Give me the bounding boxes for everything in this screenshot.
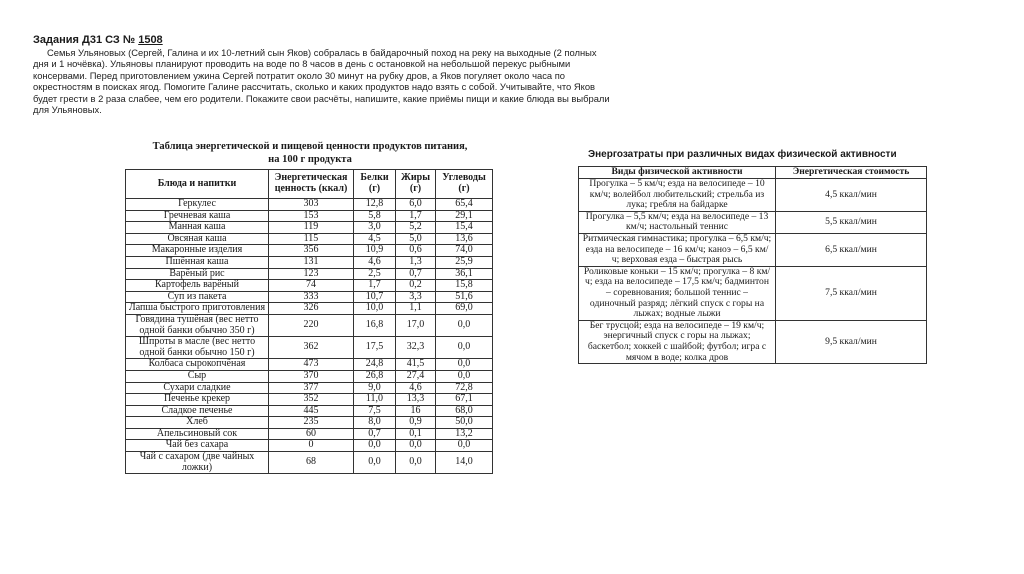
food-cell-dish: Сыр <box>126 370 269 382</box>
energy-table-row <box>579 266 927 320</box>
food-cell-dish: Колбаса сырокопчёная <box>126 359 269 371</box>
food-caption-line1: Таблица энергетической и пищевой ценности продуктов питания, <box>152 141 468 152</box>
food-header-dish: Блюда и напитки <box>126 170 269 199</box>
food-cell-carbs: 13,6 <box>436 233 493 245</box>
food-cell-carbs: 0,0 <box>436 440 493 452</box>
food-cell-fat: 4,6 <box>396 382 436 394</box>
food-cell-protein: 2,5 <box>354 268 396 280</box>
energy-table-caption: Энергозатраты при различных видах физической активности <box>588 149 897 160</box>
food-cell-protein: 4,5 <box>354 233 396 245</box>
food-cell-protein: 10,7 <box>354 291 396 303</box>
food-table-row <box>126 382 493 394</box>
food-cell-dish: Апельсиновый сок <box>126 428 269 440</box>
food-cell-protein: 9,0 <box>354 382 396 394</box>
food-cell-protein: 10,0 <box>354 303 396 315</box>
food-cell-dish: Сладкое печенье <box>126 405 269 417</box>
food-cell-protein: 1,7 <box>354 280 396 292</box>
food-table-row <box>126 233 493 245</box>
energy-table-body <box>579 179 927 364</box>
food-cell-fat: 27,4 <box>396 370 436 382</box>
food-cell-fat: 17,0 <box>396 314 436 336</box>
energy-table-header-row <box>579 167 927 179</box>
food-table-row <box>126 314 493 336</box>
food-cell-dish: Геркулес <box>126 199 269 211</box>
energy-cell-cost: 7,5 ккал/мин <box>776 266 927 320</box>
food-cell-carbs: 72,8 <box>436 382 493 394</box>
food-table-row <box>126 256 493 268</box>
energy-table-row <box>579 179 927 212</box>
energy-table-row <box>579 320 927 363</box>
food-table-row <box>126 222 493 234</box>
food-cell-protein: 24,8 <box>354 359 396 371</box>
energy-cell-activity: Бег трусцой; езда на велосипеде – 19 км/ч; энергичный спуск с горы на лыжах; баскетбол; хоккей с шайбой; футбол; игра с мячом в воде; колка дров <box>579 320 776 363</box>
energy-cell-cost: 4,5 ккал/мин <box>776 179 927 212</box>
food-cell-dish: Говядина тушёная (вес нетто одной банки обычно 350 г) <box>126 314 269 336</box>
food-table-caption <box>125 140 495 166</box>
food-cell-fat: 5,0 <box>396 233 436 245</box>
food-cell-fat: 0,0 <box>396 452 436 474</box>
food-cell-energy: 68 <box>269 452 354 474</box>
food-cell-dish: Картофель варёный <box>126 280 269 292</box>
food-cell-dish: Чай без сахара <box>126 440 269 452</box>
food-cell-protein: 4,6 <box>354 256 396 268</box>
food-header-energy: Энергетическая ценность (ккал) <box>269 170 354 199</box>
food-cell-fat: 0,9 <box>396 417 436 429</box>
food-table <box>125 169 493 474</box>
food-table-row <box>126 245 493 257</box>
food-cell-fat: 0,0 <box>396 440 436 452</box>
food-cell-protein: 8,0 <box>354 417 396 429</box>
food-table-row <box>126 280 493 292</box>
food-table-row <box>126 337 493 359</box>
food-cell-dish: Пшённая каша <box>126 256 269 268</box>
food-cell-fat: 6,0 <box>396 199 436 211</box>
food-cell-dish: Варёный рис <box>126 268 269 280</box>
food-table-row <box>126 359 493 371</box>
food-cell-dish: Макаронные изделия <box>126 245 269 257</box>
food-cell-protein: 16,8 <box>354 314 396 336</box>
food-table-row <box>126 210 493 222</box>
food-cell-fat: 3,3 <box>396 291 436 303</box>
task-title-prefix: Задания Д31 СЗ № <box>33 34 136 46</box>
food-cell-protein: 10,9 <box>354 245 396 257</box>
food-cell-fat: 5,2 <box>396 222 436 234</box>
food-cell-fat: 0,1 <box>396 428 436 440</box>
food-cell-energy: 377 <box>269 382 354 394</box>
food-cell-fat: 16 <box>396 405 436 417</box>
food-cell-energy: 445 <box>269 405 354 417</box>
food-cell-energy: 356 <box>269 245 354 257</box>
energy-cell-activity: Прогулка – 5 км/ч; езда на велосипеде – 10 км/ч; волейбол любительский; стрельба из лука; гребля на байдарке <box>579 179 776 212</box>
food-cell-protein: 12,8 <box>354 199 396 211</box>
food-header-fat: Жиры (г) <box>396 170 436 199</box>
food-cell-carbs: 13,2 <box>436 428 493 440</box>
food-cell-carbs: 0,0 <box>436 359 493 371</box>
food-cell-dish: Шпроты в масле (вес нетто одной банки обычно 150 г) <box>126 337 269 359</box>
food-cell-energy: 119 <box>269 222 354 234</box>
food-table-row <box>126 428 493 440</box>
food-cell-dish: Манная каша <box>126 222 269 234</box>
food-cell-fat: 13,3 <box>396 394 436 406</box>
food-cell-fat: 1,7 <box>396 210 436 222</box>
food-cell-carbs: 25,9 <box>436 256 493 268</box>
food-cell-energy: 123 <box>269 268 354 280</box>
food-cell-protein: 3,0 <box>354 222 396 234</box>
food-cell-energy: 352 <box>269 394 354 406</box>
energy-cell-activity: Ритмическая гимнастика; прогулка – 6,5 км/ч; езда на велосипеде – 16 км/ч; каноэ – 6,5 км/ч; верховая езда – быстрая рысь <box>579 233 776 266</box>
food-header-protein: Белки (г) <box>354 170 396 199</box>
food-table-row <box>126 291 493 303</box>
food-cell-dish: Хлеб <box>126 417 269 429</box>
food-cell-fat: 41,5 <box>396 359 436 371</box>
food-table-row <box>126 405 493 417</box>
energy-cell-activity: Роликовые коньки – 15 км/ч; прогулка – 8 км/ч; езда на велосипеде – 17,5 км/ч; бадминтон – соревнования; большой теннис – одиночный разряд; лёгкий спуск с горы на лыжах; водные лыжи <box>579 266 776 320</box>
food-cell-dish: Лапша быстрого приготовления <box>126 303 269 315</box>
food-cell-carbs: 0,0 <box>436 314 493 336</box>
food-cell-dish: Сухари сладкие <box>126 382 269 394</box>
food-cell-protein: 0,0 <box>354 452 396 474</box>
food-cell-energy: 326 <box>269 303 354 315</box>
food-cell-fat: 0,6 <box>396 245 436 257</box>
food-cell-energy: 370 <box>269 370 354 382</box>
food-cell-carbs: 50,0 <box>436 417 493 429</box>
food-cell-dish: Овсяная каша <box>126 233 269 245</box>
food-table-row <box>126 394 493 406</box>
food-cell-energy: 131 <box>269 256 354 268</box>
food-table-row <box>126 303 493 315</box>
food-cell-carbs: 67,1 <box>436 394 493 406</box>
energy-table-row <box>579 211 927 233</box>
food-cell-fat: 0,7 <box>396 268 436 280</box>
food-cell-fat: 1,3 <box>396 256 436 268</box>
energy-cell-cost: 9,5 ккал/мин <box>776 320 927 363</box>
food-cell-dish: Чай с сахаром (две чайных ложки) <box>126 452 269 474</box>
food-cell-energy: 153 <box>269 210 354 222</box>
food-caption-line2: на 100 г продукта <box>268 154 352 165</box>
energy-table <box>578 166 927 364</box>
food-cell-protein: 0,0 <box>354 440 396 452</box>
food-cell-carbs: 0,0 <box>436 337 493 359</box>
food-cell-protein: 7,5 <box>354 405 396 417</box>
food-cell-dish: Гречневая каша <box>126 210 269 222</box>
task-text: Семья Ульяновых (Сергей, Галина и их 10-летний сын Яков) собралась в байдарочный поход на реку на выходные (2 полных дня и 1 ночёвка). Ульяновы планируют проводить на воде по 8 часов в день с остановкой на небольшой перекус рыбными консервами. Перед приготовлением ужина Сергей потратит около 30 минут на рубку дров, а Яков погуляет около часа по окрестностям в поисках ягод. Помогите Галине рассчитать, сколько и каких продуктов надо взять с собой. Учитывайте, что Яков будет грести в 2 раза слабее, чем его родители. Покажите свои расчёты, напишите, какие приёмы пищи и какие блюда вы выбрали для Ульяновых. <box>33 47 610 116</box>
food-cell-energy: 473 <box>269 359 354 371</box>
food-table-row <box>126 199 493 211</box>
food-cell-protein: 26,8 <box>354 370 396 382</box>
energy-header-activity: Виды физической активности <box>579 167 776 179</box>
food-cell-fat: 0,2 <box>396 280 436 292</box>
food-table-header-row <box>126 170 493 199</box>
food-table-row <box>126 417 493 429</box>
food-table-row <box>126 370 493 382</box>
food-cell-carbs: 36,1 <box>436 268 493 280</box>
food-cell-carbs: 14,0 <box>436 452 493 474</box>
food-cell-carbs: 15,8 <box>436 280 493 292</box>
food-cell-protein: 0,7 <box>354 428 396 440</box>
food-table-wrapper <box>125 169 493 474</box>
food-cell-protein: 11,0 <box>354 394 396 406</box>
food-cell-energy: 235 <box>269 417 354 429</box>
food-cell-dish: Суп из пакета <box>126 291 269 303</box>
task-title <box>33 34 163 46</box>
food-cell-carbs: 29,1 <box>436 210 493 222</box>
food-cell-energy: 115 <box>269 233 354 245</box>
food-table-row <box>126 268 493 280</box>
food-cell-protein: 5,8 <box>354 210 396 222</box>
food-cell-energy: 220 <box>269 314 354 336</box>
food-header-carbs: Углеводы (г) <box>436 170 493 199</box>
food-cell-energy: 0 <box>269 440 354 452</box>
energy-table-row <box>579 233 927 266</box>
energy-header-cost: Энергетическая стоимость <box>776 167 927 179</box>
energy-table-wrapper <box>578 166 927 364</box>
task-number-link[interactable]: 1508 <box>138 34 163 46</box>
food-cell-dish: Печенье крекер <box>126 394 269 406</box>
food-cell-carbs: 68,0 <box>436 405 493 417</box>
energy-cell-activity: Прогулка – 5,5 км/ч; езда на велосипеде – 13 км/ч; настольный теннис <box>579 211 776 233</box>
food-table-row <box>126 452 493 474</box>
food-cell-energy: 362 <box>269 337 354 359</box>
food-cell-energy: 74 <box>269 280 354 292</box>
food-cell-carbs: 15,4 <box>436 222 493 234</box>
food-table-body <box>126 199 493 474</box>
food-cell-carbs: 65,4 <box>436 199 493 211</box>
food-cell-energy: 303 <box>269 199 354 211</box>
food-cell-carbs: 74,0 <box>436 245 493 257</box>
food-cell-carbs: 0,0 <box>436 370 493 382</box>
food-cell-carbs: 69,0 <box>436 303 493 315</box>
food-cell-energy: 333 <box>269 291 354 303</box>
food-cell-energy: 60 <box>269 428 354 440</box>
energy-cell-cost: 6,5 ккал/мин <box>776 233 927 266</box>
food-cell-carbs: 51,6 <box>436 291 493 303</box>
food-cell-protein: 17,5 <box>354 337 396 359</box>
energy-cell-cost: 5,5 ккал/мин <box>776 211 927 233</box>
food-cell-fat: 1,1 <box>396 303 436 315</box>
food-cell-fat: 32,3 <box>396 337 436 359</box>
food-table-row <box>126 440 493 452</box>
